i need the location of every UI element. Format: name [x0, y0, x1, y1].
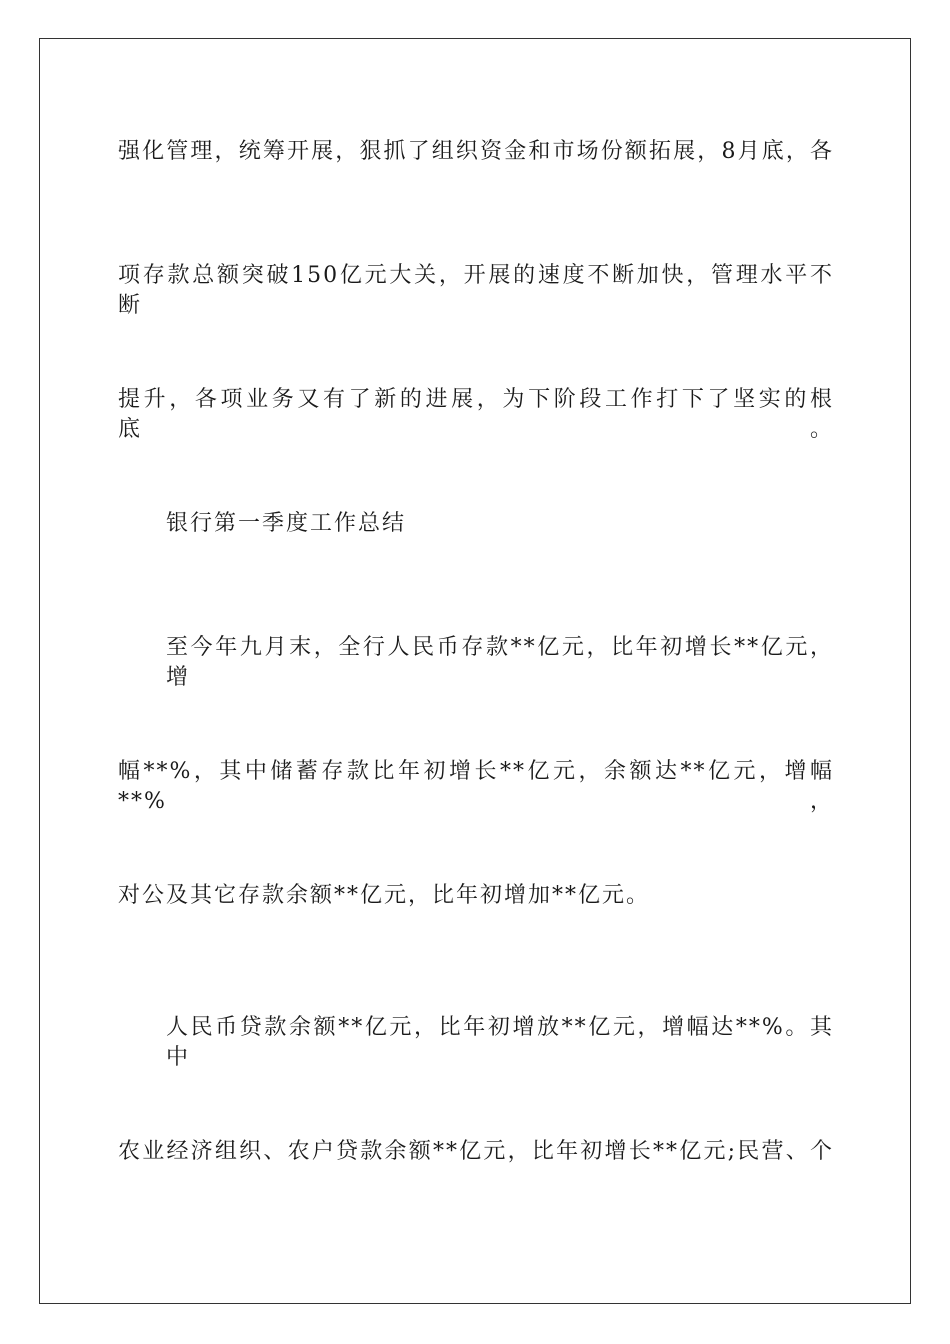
- paragraph-line: 强化管理，统筹开展，狠抓了组织资金和市场份额拓展，8月底，各: [118, 139, 834, 164]
- paragraph-line: 人民币贷款余额**亿元，比年初增放**亿元，增幅达**%。其中: [166, 1015, 834, 1070]
- paragraph-line: 至今年九月末，全行人民币存款**亿元，比年初增长**亿元，增: [166, 635, 834, 690]
- section-heading: 银行第一季度工作总结: [166, 511, 407, 536]
- paragraph-line: 提升，各项业务又有了新的进展，为下阶段工作打下了坚实的根底。: [118, 387, 834, 442]
- paragraph-line: 对公及其它存款余额**亿元，比年初增加**亿元。: [118, 883, 651, 908]
- paragraph-line: 项存款总额突破150亿元大关，开展的速度不断加快，管理水平不断: [118, 263, 834, 318]
- paragraph-line: 农业经济组织、农户贷款余额**亿元，比年初增长**亿元;民营、个: [118, 1139, 834, 1164]
- paragraph-line: 幅**%，其中储蓄存款比年初增长**亿元，余额达**亿元，增幅**%，: [118, 759, 834, 814]
